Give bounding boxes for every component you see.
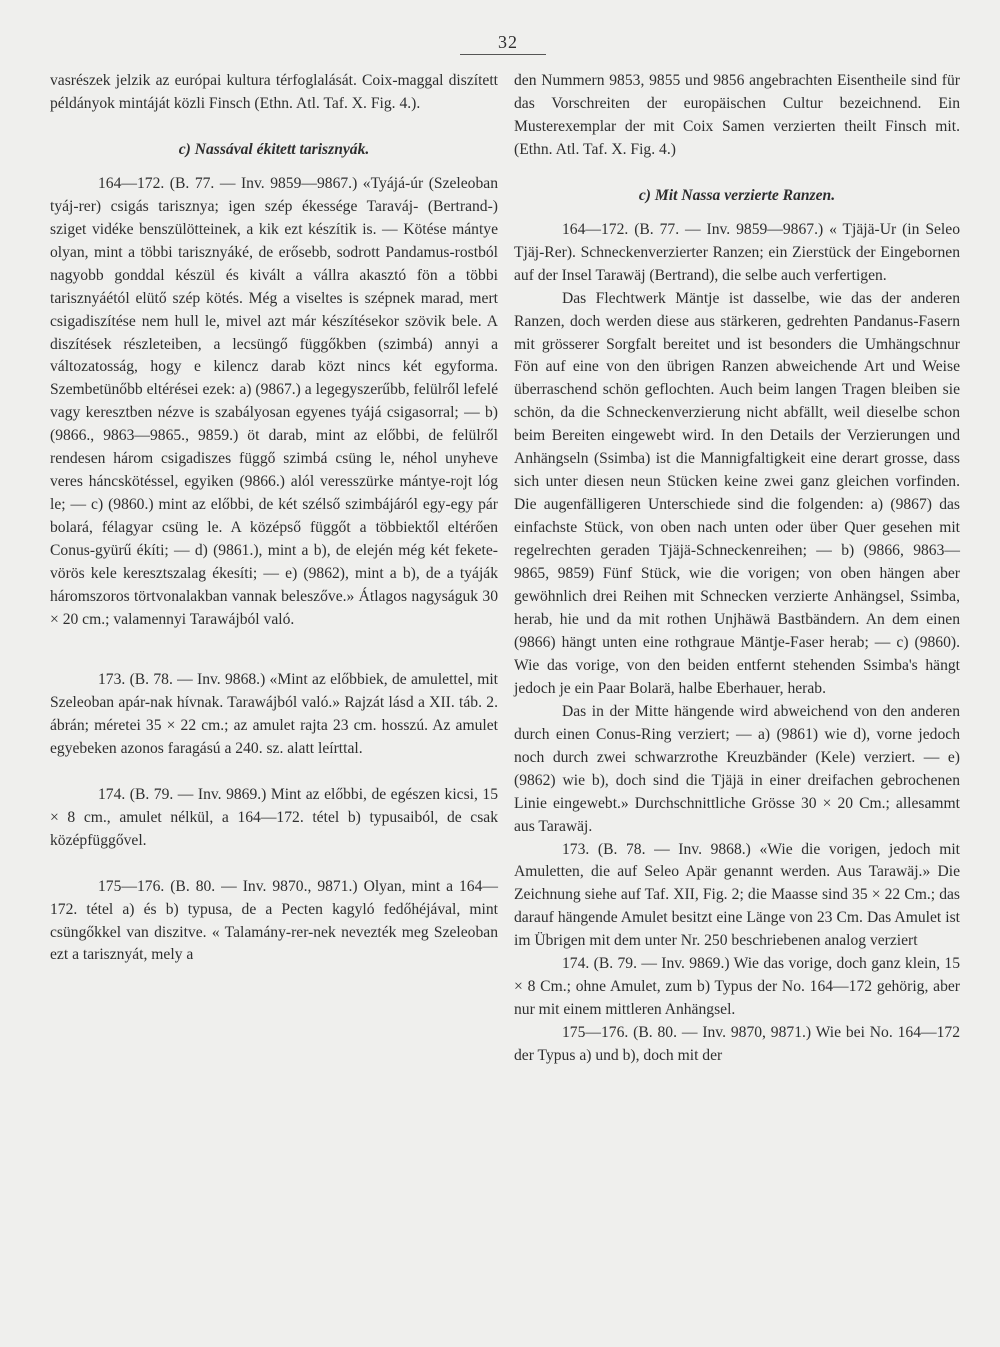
right-entry-173: 173. (B. 78. — Inv. 9868.) «Wie die vorigen, jedoch mit Amuletten, die auf Seleo Apär genannt werden. Aus Tarawäj.» Die Zeichnung siehe auf Taf. XII, Fig. 2; die Maasse sind 35 × 22 Cm.; das darauf hängende Amulet besitzt eine Länge von 23 Cm. Das Amulet ist im Übrigen mit dem unter Nr. 250 beschriebenen analog verziert [514,840,960,950]
left-entry-164: 164—172. (B. 77. — Inv. 9859—9867.) «Tyájá-úr (Szeleoban tyáj-rer) csigás tarisznya; igen szép ékessége Taraváj- (Bertrand-) sziget vidéke benszülötteinek, a kik ezt készítik is. — Kötése mántye olyan, mint a többi tarisznyáké, de erősebb, sodrott Pandamus-rostból nagyobb gonddal készül és kivált a vállra akasztó fön a többi tarisznyáétól elütő szép kötés. Még a viseltes is szépnek marad, mert csigadiszítése nem hull le, mivel azt már készítésekor szövik bele. A diszítések részleteiben, a lecsüngő függőkben (szimbá) annyi a változatosság, hogy e kilencz darab közt nincs két egyforma. Szembetünőbb eltérései ezek: a) (9867.) a legegyszerűbb, felülről lefelé vagy keresztben nézve is szabályosan egyenes tyájá csigasorral; — b) (9866., 9863—9865., 9859.) öt darab, mint az előbbi, de felülről rendesen három csigadiszes függő szimbá csüng le, néhol unyheve veres háncskötéssel, egyiken (9866.) alól veresszürke mántye-rojt lóg le; — c) (9860.) mint az előbbi, de két szélső szimbájáról egy-egy pár bolará, félagyar csüng le. A középső függőt a többiektől eltérően Conus-gyürű ékíti; — d) (9861.), mint a b), de elején még két fekete-vörös kele keresztszalag ékesíti; — e) (9862), mint a b), de a tyáják háromszoros törtvonalakban vannak beleszőve.» Átlagos nagyságuk 30 × 20 cm.; valamennyi Tarawájból való. [50,174,498,628]
left-spacer [50,761,498,784]
left-entry-174: 174. (B. 79. — Inv. 9869.) Mint az előbbi, de egészen kicsi, 15 × 8 cm., amulet nélkül, a 164—172. tétel b) typusaiból, de csak középfüggővel. [50,785,498,849]
left-intro: vasrészek jelzik az európai kultura térfoglalását. Coix-maggal diszített példányok mintáját közli Finsch (Ethn. Atl. Taf. X. Fig. 4.). [50,72,498,112]
right-entry-174: 174. (B. 79. — Inv. 9869.) Wie das vorige, doch ganz klein, 15 × 8 Cm.; ohne Amulet, zum b) Typus der No. 164—172 gehörig, aber nur mit einem mittleren Anhängsel. [514,955,960,1019]
page-number-rule [460,54,546,55]
page-number: 32 [498,32,518,52]
left-column-hungarian [50,70,498,967]
left-entry-175: 175—176. (B. 80. — Inv. 9870., 9871.) Olyan, mint a 164—172. tétel a) és b) typusa, de a Pecten kagyló fedőhéjával, mint csüngőkkel van diszitve. « Talamány-rer-nek nevezték meg Szeleoban ezt a tarisznyát, mely a [50,877,498,964]
right-entry-175: 175—176. (B. 80. — Inv. 9870, 9871.) Wie bei No. 164—172 der Typus a) und b), doch mit der [514,1024,960,1065]
right-entry-164: 164—172. (B. 77. — Inv. 9859—9867.) « Tjäjä-Ur (in Seleo Tjäj-Rer). Schneckenverzierter Ranzen; ein Zierstück der Eingebornen auf der Insel Tarawäj (Bertrand), die selbe auch verfertigen. [514,220,960,284]
right-section-heading: c) Mit Nassa verzierte Ranzen. [638,186,836,204]
left-spacer [50,632,498,669]
left-entry-173: 173. (B. 78. — Inv. 9868.) «Mint az előbbiek, de amulettel, mit Szeleoban apár-nak hívnak. Tarawájból való.» Rajzát lásd a XII. táb. 2. ábrán; méretei 35 × 22 cm.; az amulet rajta 23 cm. hosszú. Az amulet egyebeken azonos faragású a 240. sz. alatt leírttal. [50,670,498,757]
left-spacer [50,853,498,876]
right-flechtwerk-paragraph: Das Flechtwerk Mäntje ist dasselbe, wie das der anderen Ranzen, doch werden diese aus stärkeren, gedrehten Pandanus-Fasern mit grösserer Sorgfalt bereitet und ist besonders die Umhängschnur Fön auf eine von den übrigen Ranzen abweichende Art und Weise überraschend schön geflochten. Auch beim langen Tragen bleiben sie schön, da die Schneckenverzierung nicht abfällt, weil dieselbe schon beim Bereiten eingewebt wird. In den Details der Verzierungen und Anhängseln (Ssimba) ist die Mannigfaltigkeit eine derart grosse, dass sich unter diesen neun Stücken keine zwei ganz gleichen vorfinden. Die augenfälligeren Unterschiede sind die folgenden: a) (9867) das einfachste Stück, von oben nach unten oder über Quer gesehen mit regelrechten geraden Tjäjä-Schneckenreihen; — b) (9866, 9863—9865, 9859) Fünf Stück, wie die vorigen; von oben hängen aber gewöhnlich drei Reihen mit Schnecken verzierte Anhängsel, Ssimba, herab, hie und da mit rothen Unjhäwä Bastbändern. An dem einen (9866) hängt unten eine rothgraue Mäntje-Faser herab; — c) (9860). Wie das vorige, von den beiden entfernt stehenden Ssimba's hängt jedoch je ein Paar Bolarä, halbe Eberhauer, herab. [514,289,960,697]
right-mitte-paragraph: Das in der Mitte hängende wird abweichend von den anderen durch einen Conus-Ring verziert; — a) (9861) wie d), vorne jedoch noch durch zwei schwarzrothe Kreuzbänder (Kele) verziert. — e) (9862) wie b), doch sind die Tjäjä in einer dreifachen gebrochenen Linie eingewebt.» Durchschnittliche Grösse 30 × 20 Cm.; allesammt aus Tarawäj. [514,702,960,835]
left-section-heading: c) Nassával ékitett tarisznyák. [178,140,370,158]
right-column-german [514,70,960,1068]
right-intro: den Nummern 9853, 9855 und 9856 angebrachten Eisentheile sind für das Vorschreiten der europäischen Cultur bezeichnend. Ein Musterexemplar der mit Coix Samen verzierten theilt Finsch mit. (Ethn. Atl. Taf. X. Fig. 4.) [514,72,960,158]
